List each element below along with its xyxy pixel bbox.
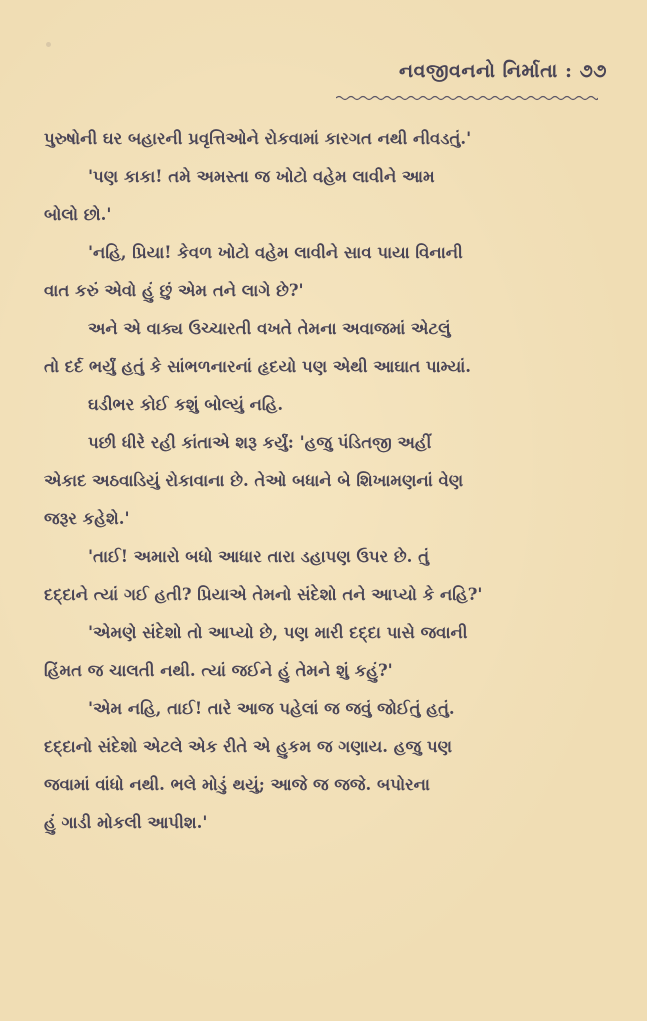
header-wavy-rule (336, 95, 598, 101)
text-line: અને એ વાક્ય ઉચ્ચારતી વખતે તેમના અવાજમાં એટલું (88, 319, 451, 338)
text-line: જરૂર કહેશે.' (44, 509, 130, 528)
text-line: જવામાં વાંધો નથી. ભલે મોડું થયું; આજે જ જજે. બપોરના (44, 775, 430, 794)
text-line: વાત કરું એવો હું છું એમ તને લાગે છે?' (44, 281, 304, 300)
text-line: 'પણ કાકા! તમે અમસ્તા જ ખોટો વહેમ લાવીને આમ (88, 167, 435, 186)
running-header: નવજીવનનો નિર્માતા : ૭૭ (399, 60, 607, 82)
text-line: બોલો છો.' (44, 205, 112, 224)
text-line: એકાદ અઠવાડિયું રોકાવાના છે. તેઓ બધાને બે શિખામણનાં વેણ (44, 471, 464, 490)
text-line: તો દર્દ ભર્યું હતું કે સાંભળનારનાં હૃદયો પણ એથી આઘાત પામ્યાં. (44, 357, 472, 376)
text-line: 'એમણે સંદેશો તો આપ્યો છે, પણ મારી દદ્દા પાસે જવાની (88, 623, 468, 642)
text-line: 'એમ નહિ, તાઈ! તારે આજ પહેલાં જ જવું જોઈતું હતું. (88, 699, 455, 718)
text-line: હિંમત જ ચાલતી નથી. ત્યાં જઈને હું તેમને શું કહું?' (44, 661, 393, 680)
text-line: દદ્દાને ત્યાં ગઈ હતી? પ્રિયાએ તેમનો સંદેશો તને આપ્યો કે નહિ?' (44, 585, 483, 604)
text-line: હું ગાડી મોકલી આપીશ.' (44, 813, 208, 832)
body-text (44, 120, 609, 842)
text-line: 'તાઈ! અમારો બધો આધાર તારા ડહાપણ ઉપર છે. તું (88, 547, 430, 566)
paper-speck (46, 42, 51, 47)
text-line: ઘડીભર કોઈ કશું બોલ્યું નહિ. (88, 395, 284, 414)
text-line: પછી ધીરે રહી કાંતાએ શરૂ કર્યું: 'હજુ પંડિતજી અહીં (88, 433, 432, 452)
text-line: દદ્દાનો સંદેશો એટલે એક રીતે એ હુકમ જ ગણાય. હજુ પણ (44, 737, 452, 756)
text-line: પુરુષોની ઘર બહારની પ્રવૃત્તિઓને રોકવામાં કારગત નથી નીવડતું.' (44, 129, 472, 148)
text-line: 'નહિ, પ્રિયા! કેવળ ખોટો વહેમ લાવીને સાવ પાયા વિનાની (88, 243, 463, 262)
